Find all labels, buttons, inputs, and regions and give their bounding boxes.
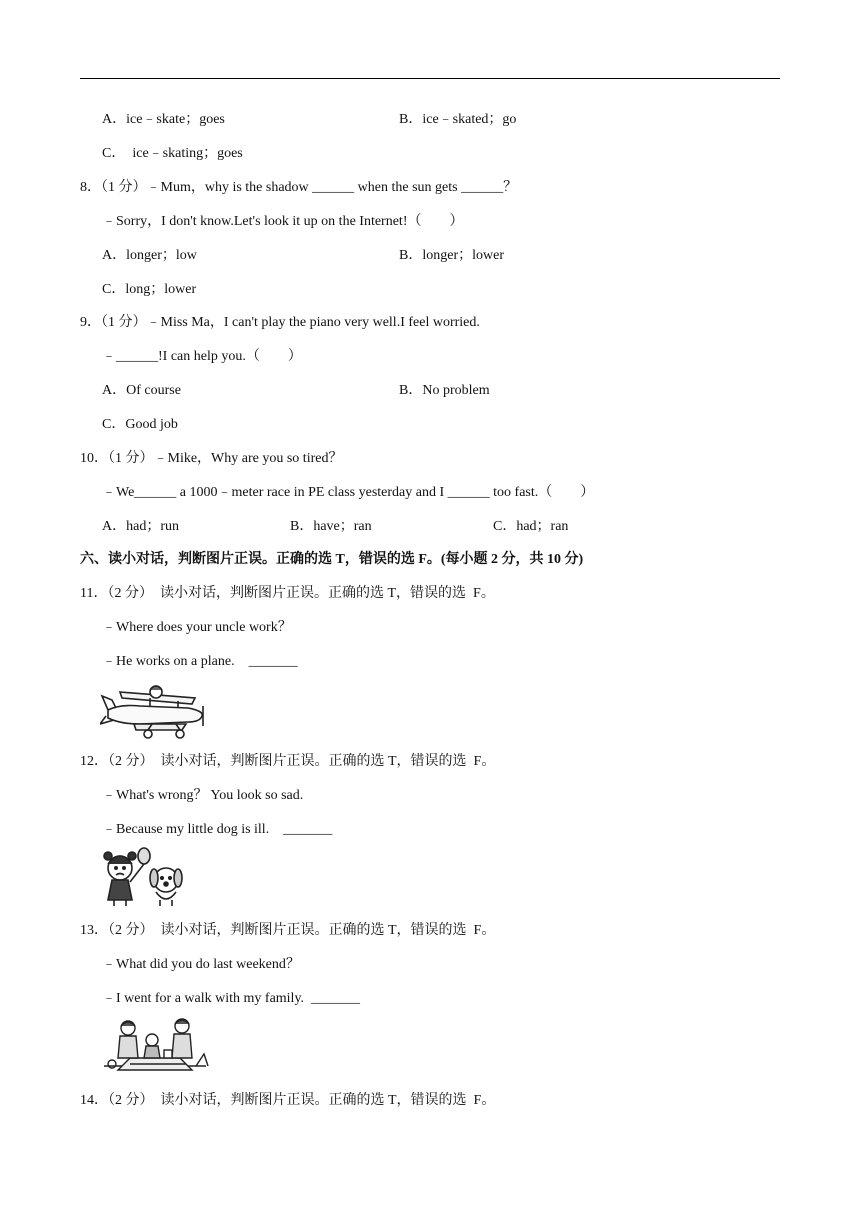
q12-line2: ﹣Because my little dog is ill. _______	[102, 822, 333, 837]
q10-stem: 10．（1 分）﹣Mike，Why are you so tired？	[80, 451, 343, 466]
q13-line2: ﹣I went for a walk with my family. _______	[102, 991, 361, 1006]
q11-line2: ﹣He works on a plane. _______	[102, 654, 298, 669]
q14-stem: 14．（2 分） 读小对话，判断图片正误。正确的选 T，错误的选 F。	[80, 1093, 496, 1108]
q13-line1: ﹣What did you do last weekend？	[102, 957, 300, 972]
q10-option-b: B．have；ran	[290, 519, 372, 534]
q9-option-a: A．Of course	[102, 383, 181, 398]
q9-line2: ﹣______!I can help you.（ ）	[102, 349, 302, 364]
q7-option-c: C． ice﹣skating；goes	[102, 146, 243, 161]
family-picnic-icon	[100, 1014, 210, 1078]
q11-line1: ﹣Where does your uncle work？	[102, 620, 292, 635]
q11-stem: 11．（2 分） 读小对话，判断图片正误。正确的选 T，错误的选 F。	[80, 586, 495, 601]
q12-line1: ﹣What's wrong？ You look so sad.	[102, 788, 304, 803]
q9-stem: 9．（1 分）﹣Miss Ma，I can't play the piano very well.I feel worried.	[80, 315, 480, 330]
q13-stem: 13．（2 分） 读小对话，判断图片正误。正确的选 T，错误的选 F。	[80, 923, 496, 938]
q9-option-b: B．No problem	[399, 383, 490, 398]
q8-option-c: C．long；lower	[102, 282, 197, 297]
q8-line2: ﹣Sorry，I don't know.Let's look it up on the Internet!（ ）	[102, 214, 464, 229]
q8-option-b: B．longer；lower	[399, 248, 504, 263]
q7-option-b: B．ice﹣skated；go	[399, 112, 517, 127]
q10-line2: ﹣We______ a 1000﹣meter race in PE class yesterday and I ______ too fast.（ ）	[102, 485, 595, 500]
header-rule	[80, 78, 780, 79]
section6-heading: 六、读小对话，判断图片正误。正确的选 T，错误的选 F。(每小题 2 分，共 10 分)	[80, 552, 584, 567]
airplane-pilot-icon	[100, 678, 208, 740]
q7-option-a: A．ice﹣skate；goes	[102, 112, 225, 127]
q10-option-c: C．had；ran	[493, 519, 569, 534]
q12-stem: 12．（2 分） 读小对话，判断图片正误。正确的选 T，错误的选 F。	[80, 754, 496, 769]
q8-stem: 8．（1 分）﹣Mum，why is the shadow ______ when the sun gets ______？	[80, 180, 518, 195]
q9-option-c: C．Good job	[102, 417, 178, 432]
q10-option-a: A．had；run	[102, 519, 179, 534]
q8-option-a: A．longer；low	[102, 248, 197, 263]
girl-and-dog-icon	[100, 846, 190, 908]
